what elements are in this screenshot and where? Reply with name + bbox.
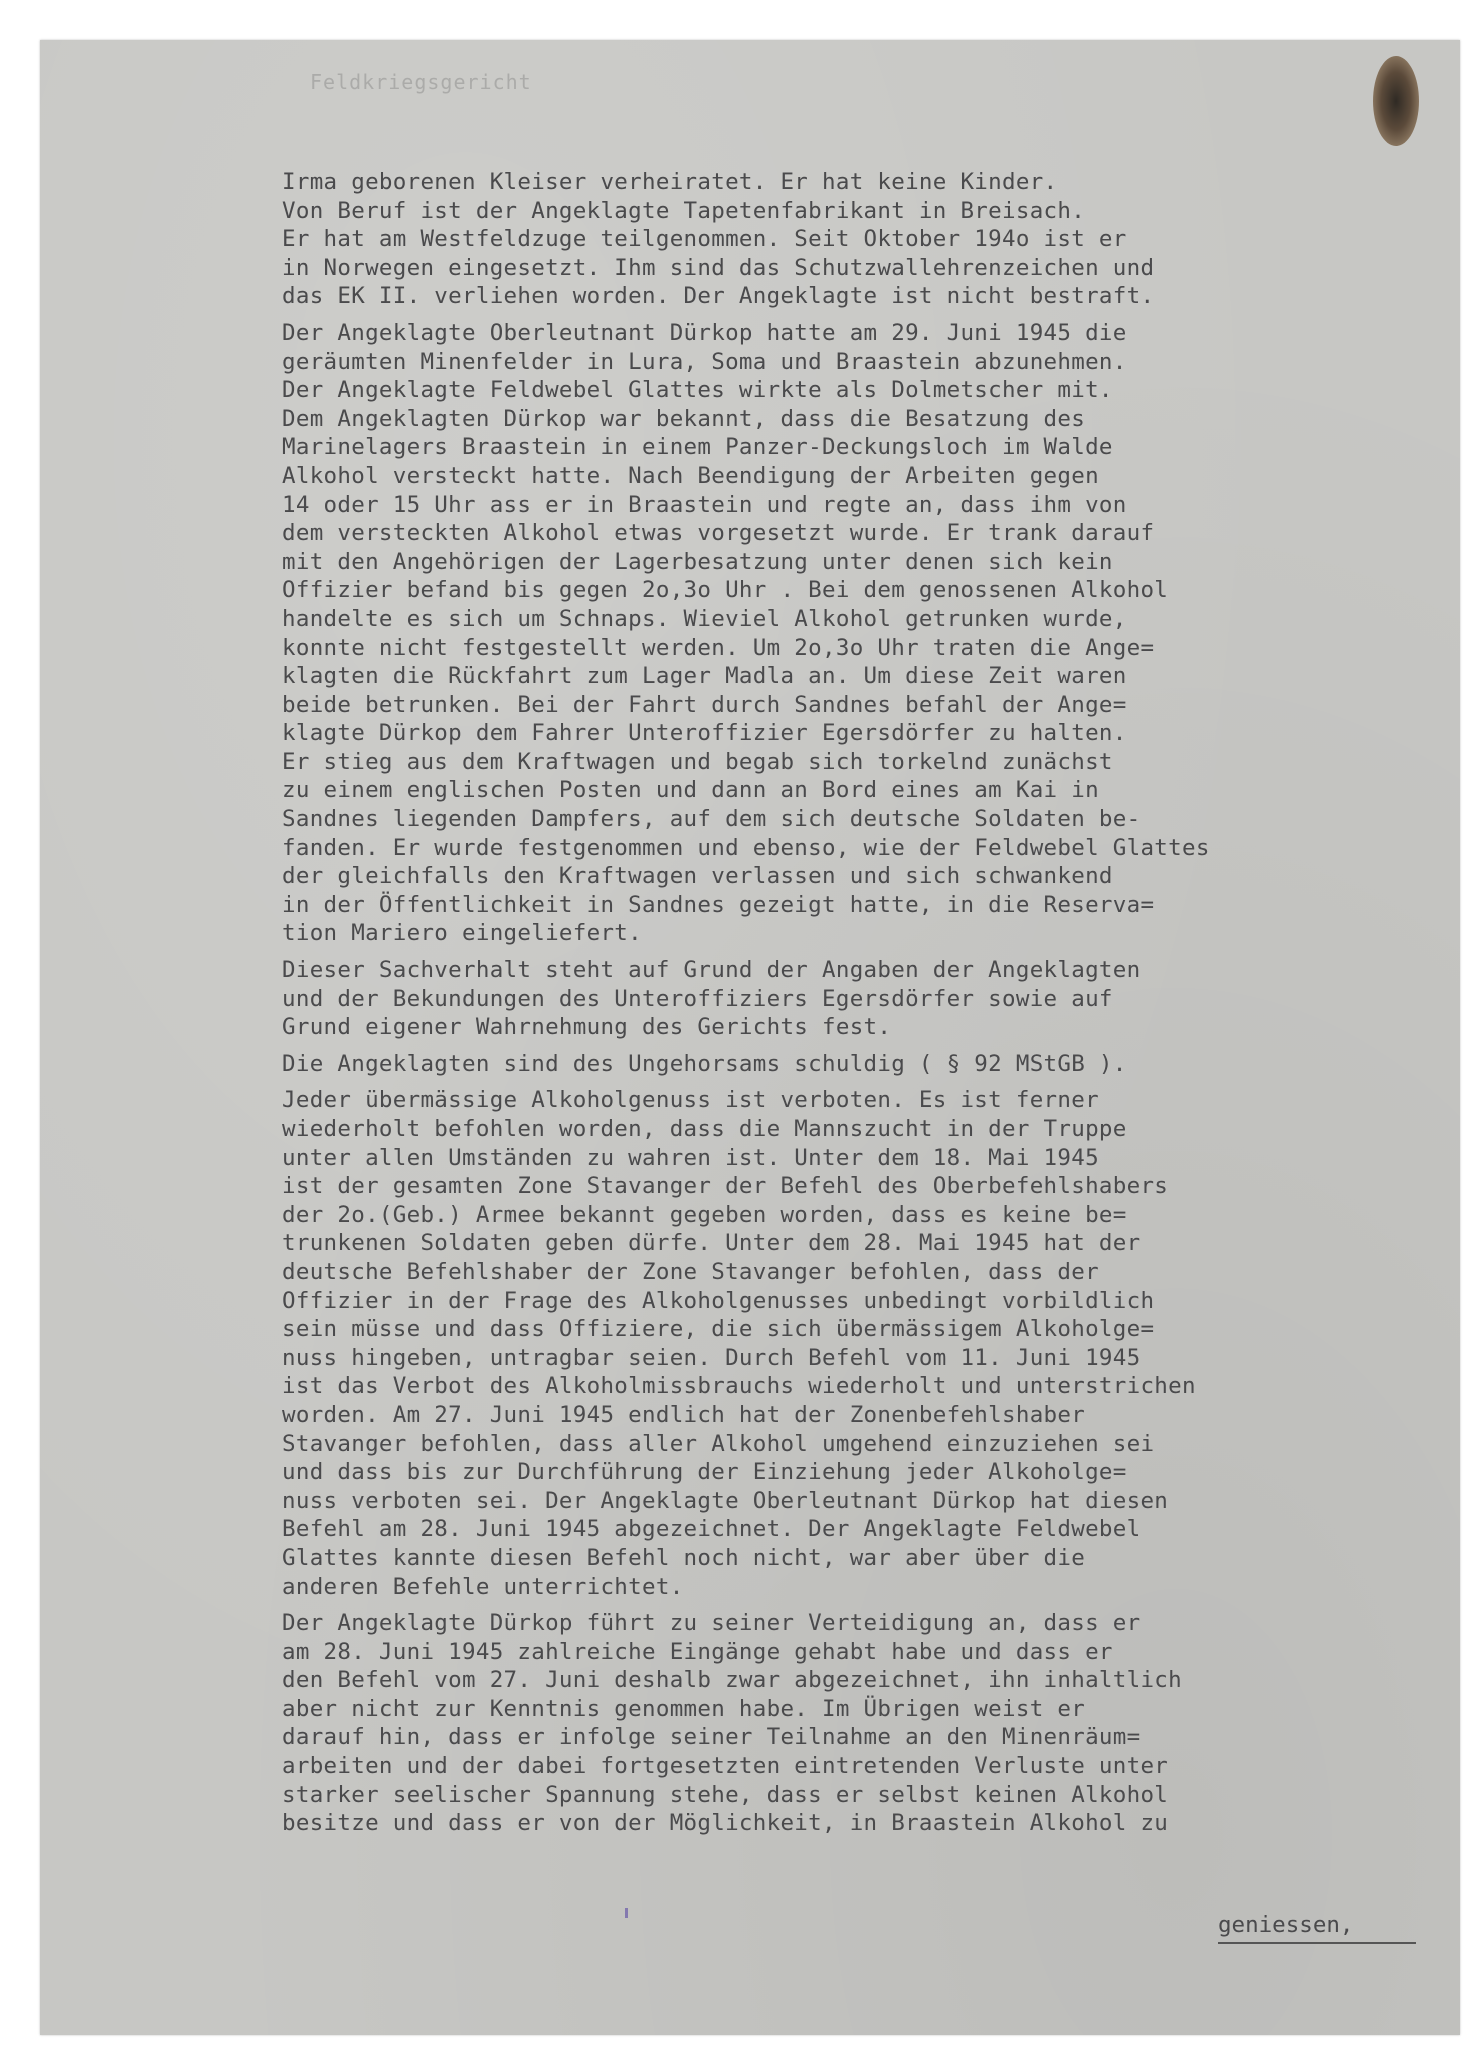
text-line: das EK II. verliehen worden. Der Angeklagte ist nicht bestraft. xyxy=(282,283,1155,310)
text-line: Alkohol versteckt hatte. Nach Beendigung der Arbeiten gegen xyxy=(282,462,1099,489)
text-line: nuss hingeben, untragbar seien. Durch Befehl vom 11. Juni 1945 xyxy=(282,1344,1141,1371)
text-line: beide betrunken. Bei der Fahrt durch Sandnes befahl der Ange= xyxy=(282,691,1127,718)
text-line: und dass bis zur Durchführung der Einziehung jeder Alkoholge= xyxy=(282,1459,1127,1486)
text-line: tion Mariero eingeliefert. xyxy=(282,920,642,947)
text-line: klagten die Rückfahrt zum Lager Madla an. Um diese Zeit waren xyxy=(282,663,1127,690)
text-line: mit den Angehörigen der Lagerbesatzung unter denen sich kein xyxy=(282,548,1113,575)
text-line: Offizier in der Frage des Alkoholgenusses unbedingt vorbildlich xyxy=(282,1287,1155,1314)
paragraph-evidence xyxy=(282,956,1457,1042)
text-line: arbeiten und der dabei fortgesetzten eintretenden Verluste unter xyxy=(282,1753,1169,1780)
text-line: unter allen Umständen zu wahren ist. Unter dem 18. Mai 1945 xyxy=(282,1144,1099,1171)
text-line: Der Angeklagte Oberleutnant Dürkop hatte am 29. Juni 1945 die xyxy=(282,319,1127,346)
text-line: der gleichfalls den Kraftwagen verlassen und sich schwankend xyxy=(282,863,1113,890)
document-body xyxy=(282,168,1457,1846)
text-line: besitze und dass er von der Möglichkeit, in Braastein Alkohol zu xyxy=(282,1810,1169,1837)
text-line: Grund eigener Wahrnehmung des Gerichts fest. xyxy=(282,1014,892,1041)
paragraph-defense xyxy=(282,1609,1457,1838)
text-line: Offizier befand bis gegen 2o,3o Uhr . Bei dem genossenen Alkohol xyxy=(282,577,1169,604)
text-line: klagte Dürkop dem Fahrer Unteroffizier Egersdörfer zu halten. xyxy=(282,720,1127,747)
text-line: Die Angeklagten sind des Ungehorsams schuldig ( § 92 MStGB ). xyxy=(282,1050,1127,1077)
text-line: Befehl am 28. Juni 1945 abgezeichnet. Der Angeklagte Feldwebel xyxy=(282,1516,1141,1543)
text-line: Marinelagers Braastein in einem Panzer-Deckungsloch im Walde xyxy=(282,434,1113,461)
text-line: dem versteckten Alkohol etwas vorgesetzt wurde. Er trank darauf xyxy=(282,520,1155,547)
text-line: Glattes kannte diesen Befehl noch nicht, war aber über die xyxy=(282,1544,1086,1571)
ink-mark xyxy=(625,1908,628,1918)
text-line: Von Beruf ist der Angeklagte Tapetenfabrikant in Breisach. xyxy=(282,197,1086,224)
text-line: Sandnes liegenden Dampfers, auf dem sich deutsche Soldaten be- xyxy=(282,806,1141,833)
text-line: ist der gesamten Zone Stavanger der Befehl des Oberbefehlshabers xyxy=(282,1173,1169,1200)
text-line: Er hat am Westfeldzuge teilgenommen. Seit Oktober 194o ist er xyxy=(282,226,1127,253)
text-line: fanden. Er wurde festgenommen und ebenso, wie der Feldwebel Glattes xyxy=(282,834,1210,861)
document-page xyxy=(40,40,1460,2035)
text-line: Dieser Sachverhalt steht auf Grund der Angaben der Angeklagten xyxy=(282,957,1141,984)
paragraph-verdict xyxy=(282,1050,1457,1079)
text-line: anderen Befehle unterrichtet. xyxy=(282,1573,684,1600)
text-line: Jeder übermässige Alkoholgenuss ist verboten. Es ist ferner xyxy=(282,1087,1099,1114)
text-line: in der Öffentlichkeit in Sandnes gezeigt hatte, in die Reserva= xyxy=(282,891,1155,918)
text-line: nuss verboten sei. Der Angeklagte Oberleutnant Dürkop hat diesen xyxy=(282,1487,1169,1514)
paragraph-facts xyxy=(282,319,1457,948)
text-line: trunkenen Soldaten geben dürfe. Unter dem 28. Mai 1945 hat der xyxy=(282,1230,1141,1257)
text-line: starker seelischer Spannung stehe, dass er selbst keinen Alkohol xyxy=(282,1781,1169,1808)
text-line: zu einem englischen Posten und dann an Bord eines am Kai in xyxy=(282,777,1099,804)
text-line: am 28. Juni 1945 zahlreiche Eingänge gehabt habe und dass er xyxy=(282,1638,1113,1665)
text-line: aber nicht zur Kenntnis genommen habe. Im Übrigen weist er xyxy=(282,1695,1086,1722)
text-line: Irma geborenen Kleiser verheiratet. Er hat keine Kinder. xyxy=(282,169,1058,195)
text-line: und der Bekundungen des Unteroffiziers Egersdörfer sowie auf xyxy=(282,985,1113,1012)
text-line: Stavanger befohlen, dass aller Alkohol umgehend einzuziehen sei xyxy=(282,1430,1155,1457)
catchword: geniessen, xyxy=(1218,1912,1354,1938)
text-line: Der Angeklagte Feldwebel Glattes wirkte als Dolmetscher mit. xyxy=(282,377,1113,404)
text-line: worden. Am 27. Juni 1945 endlich hat der Zonenbefehlshaber xyxy=(282,1401,1086,1428)
text-line: deutsche Befehlshaber der Zone Stavanger befohlen, dass der xyxy=(282,1258,1099,1285)
text-line: geräumten Minenfelder in Lura, Soma und Braastein abzunehmen. xyxy=(282,348,1127,375)
text-line: der 2o.(Geb.) Armee bekannt gegeben worden, dass es keine be= xyxy=(282,1201,1127,1228)
text-line: sein müsse und dass Offiziere, die sich übermässigem Alkoholge= xyxy=(282,1316,1155,1343)
text-line: in Norwegen eingesetzt. Ihm sind das Schutzwallehrenzeichen und xyxy=(282,254,1155,281)
catchword-underline xyxy=(1218,1942,1416,1944)
text-line: 14 oder 15 Uhr ass er in Braastein und regte an, dass ihm von xyxy=(282,491,1127,518)
text-line: Der Angeklagte Dürkop führt zu seiner Verteidigung an, dass er xyxy=(282,1610,1141,1637)
punch-hole xyxy=(1373,56,1419,146)
paragraph-orders xyxy=(282,1086,1457,1601)
text-line: konnte nicht festgestellt werden. Um 2o,3o Uhr traten die Ange= xyxy=(282,634,1155,661)
text-line: darauf hin, dass er infolge seiner Teilnahme an den Minenräum= xyxy=(282,1724,1141,1751)
header-bleed-through: Feldkriegsgericht xyxy=(310,70,532,94)
text-line: handelte es sich um Schnaps. Wieviel Alkohol getrunken wurde, xyxy=(282,605,1127,632)
text-line: Er stieg aus dem Kraftwagen und begab sich torkelnd zunächst xyxy=(282,748,1113,775)
text-line: ist das Verbot des Alkoholmissbrauchs wiederholt und unterstrichen xyxy=(282,1373,1196,1400)
text-line: Dem Angeklagten Dürkop war bekannt, dass die Besatzung des xyxy=(282,405,1086,432)
text-line: den Befehl vom 27. Juni deshalb zwar abgezeichnet, ihn inhaltlich xyxy=(282,1667,1182,1694)
paragraph-personal xyxy=(282,168,1457,311)
text-line: wiederholt befohlen worden, dass die Mannszucht in der Truppe xyxy=(282,1116,1127,1142)
